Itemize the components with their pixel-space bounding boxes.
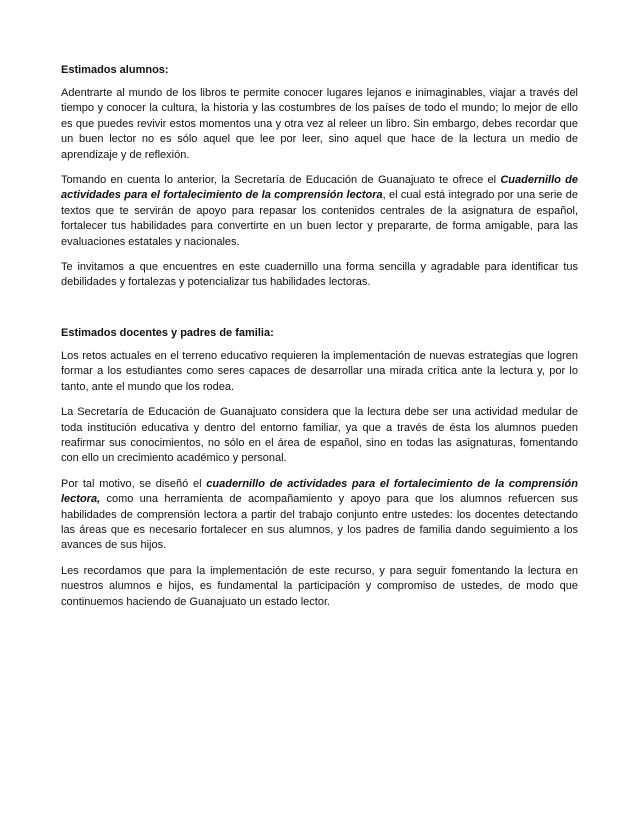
section-spacer <box>61 301 578 325</box>
teachers-paragraph-3-text-b: como una herramienta de acompañamiento y apoyo para que los alumnos refuercen sus habilidades de comprensión lectora a partir del trabajo conjunto entre ustedes: los docentes detectando las áreas que es necesario fortalecer en sus alumnos, y los padres de familia dando seguimiento a los avances de sus hijos. <box>61 493 578 552</box>
students-heading: Estimados alumnos: <box>61 64 169 76</box>
students-paragraph-1: Adentrarte al mundo de los libros te permite conocer lugares lejanos e inimaginables, viajar a través del tiempo y conocer la cultura, la historia y las costumbres de los países de todo el mundo; lo mejor de ello es que puedes revivir estos momentos una y otra vez al releer un libro. Sin embargo, debes recordar que un buen lector no es sólo aquel que lee por leer, sino aquel que hace de la lectura un medio de aprendizaje y de reflexión. <box>61 87 578 161</box>
teachers-heading: Estimados docentes y padres de familia: <box>61 326 274 339</box>
students-paragraph-2-text-b: , el cual está integrado por una serie de textos que te servirán de apoyo para repasar los contenidos centrales de la asignatura de español, fortalecer tus habilidades para convertirte en un buen lector y prepararte, de forma amigable, para las evaluaciones estatales y nacionales. <box>61 189 578 248</box>
teachers-paragraph-3-text-a: Por tal motivo, se diseñó el <box>61 477 207 490</box>
students-paragraph-3: Te invitamos a que encuentres en este cuadernillo una forma sencilla y agradable para identificar tus debilidades y fortalezas y potencializar tus habilidades lectoras. <box>61 261 578 289</box>
document-page <box>61 62 578 620</box>
booklet-title-emphasis: Cuadernillo de actividades para el fortalecimiento de la comprensión lectora <box>61 174 578 202</box>
teachers-paragraph-1: Los retos actuales en el terreno educativo requieren la implementación de nuevas estrategias que logren formar a los estudiantes como seres capaces de desarrollar una mirada crítica ante la lectura y, por lo tanto, ante el mundo que los rodea. <box>61 349 578 393</box>
teachers-paragraph-4: Les recordamos que para la implementación de este recurso, y para seguir fomentando la lectura en nuestros alumnos e hijos, es fundamental la participación y compromiso de ustedes, de modo que continuemos haciendo de Guanajuato un estado lector. <box>61 564 578 608</box>
students-paragraph-2-text-a: Tomando en cuenta lo anterior, la Secretaría de Educación de Guanajuato te ofrece el <box>61 174 501 187</box>
booklet-title-emphasis-2: cuadernillo de actividades para el fortalecimiento de la comprensión lectora, <box>61 477 578 506</box>
teachers-paragraph-3 <box>61 477 578 554</box>
teachers-paragraph-2: La Secretaría de Educación de Guanajuato considera que la lectura debe ser una actividad medular de toda institución educativa y dentro del entorno familiar, ya que a través de ésta los alumnos pueden reafirmar sus conocimientos, no sólo en el área de español, sino en todas las asignaturas, fomentando con ello un crecimiento académico y personal. <box>61 406 578 465</box>
students-paragraph-2 <box>61 173 578 250</box>
